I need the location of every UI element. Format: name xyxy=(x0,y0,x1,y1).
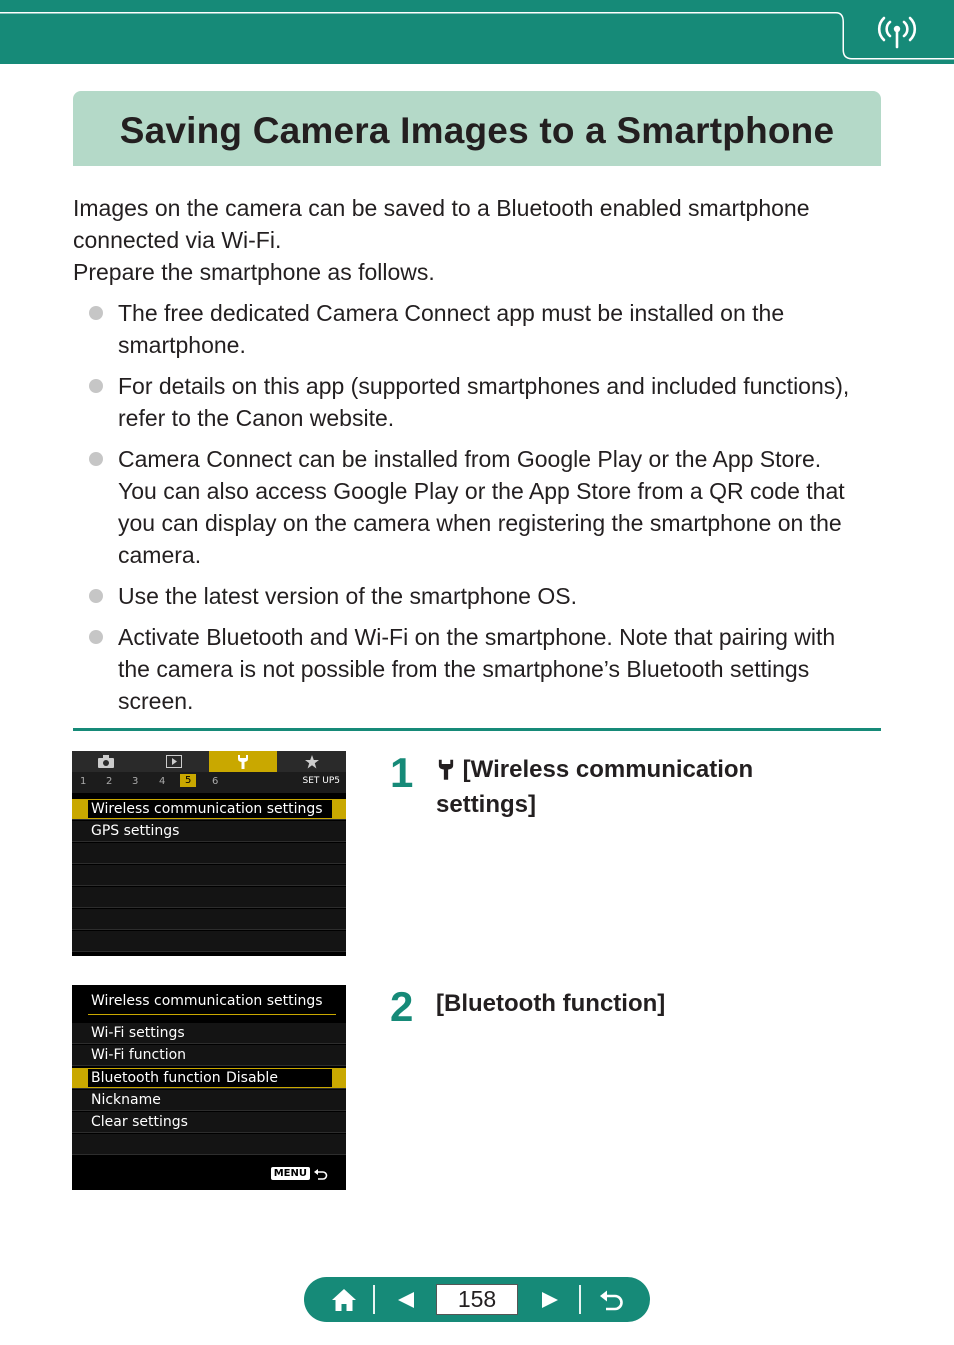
list-item xyxy=(73,370,885,434)
page-number: 3 xyxy=(132,776,139,787)
menu-item-empty xyxy=(72,887,346,908)
nav-separator xyxy=(579,1285,581,1314)
page-number: 4 xyxy=(159,776,166,787)
menu-item-clear-settings[interactable] xyxy=(72,1112,346,1133)
menu-item-highlight xyxy=(88,1069,332,1087)
intro-text xyxy=(73,192,885,288)
menu-item-empty xyxy=(72,1134,346,1155)
step-instruction xyxy=(436,752,856,822)
list-item xyxy=(73,580,885,612)
menu-item-empty xyxy=(72,931,346,952)
next-page-button[interactable] xyxy=(524,1277,576,1322)
wrench-icon xyxy=(436,758,456,780)
header-shape xyxy=(0,0,954,64)
step-number: 2 xyxy=(390,983,414,1030)
page-number: 2 xyxy=(106,776,113,787)
menu-item-wireless-settings[interactable] xyxy=(72,799,346,820)
page-number: 158 xyxy=(436,1284,518,1315)
requirements-list xyxy=(73,297,885,726)
bullet-line: the camera is not possible from the smartphone’s Bluetooth settings xyxy=(118,656,810,682)
menu-item-label: Bluetooth function xyxy=(91,1070,221,1086)
page-title: Saving Camera Images to a Smartphone xyxy=(119,110,835,151)
menu-item-empty xyxy=(72,909,346,930)
bullet-line: you can display on the camera when registering the smartphone on the xyxy=(118,510,842,536)
list-item xyxy=(73,297,885,361)
previous-page-icon xyxy=(397,1291,415,1309)
bullet-line: You can also access Google Play or the App Store from a QR code that xyxy=(118,478,845,504)
bullet-icon xyxy=(89,306,103,320)
page-number-selected: 5 xyxy=(180,774,196,787)
step-text-line: [Bluetooth function] xyxy=(436,990,666,1017)
bullet-line: Camera Connect can be installed from Google Play or the App Store. xyxy=(118,446,822,472)
menu-tabs xyxy=(72,751,346,772)
menu-item-label: Wi-Fi function xyxy=(91,1047,187,1063)
menu-button-label: MENU xyxy=(271,1167,310,1180)
menu-back-hint[interactable] xyxy=(271,1167,328,1180)
previous-page-button[interactable] xyxy=(380,1277,432,1322)
star-icon xyxy=(305,755,319,769)
page-number: 6 xyxy=(212,776,219,787)
bullet-line: camera. xyxy=(118,542,202,568)
menu-item-bluetooth-function[interactable] xyxy=(72,1068,346,1089)
section-divider xyxy=(73,728,881,731)
tab-my-menu xyxy=(278,751,346,772)
menu-item-value: Disable xyxy=(226,1070,278,1086)
step-text-line: [Wireless communication xyxy=(462,756,754,783)
page-number: 1 xyxy=(80,776,87,787)
page-navigation xyxy=(304,1277,650,1322)
step-number: 1 xyxy=(390,749,414,796)
menu-item-wifi-function[interactable] xyxy=(72,1045,346,1066)
return-icon xyxy=(599,1289,625,1311)
title-banner xyxy=(73,91,881,166)
bullet-line: screen. xyxy=(118,688,194,714)
bullet-line: smartphone. xyxy=(118,332,246,358)
next-page-icon xyxy=(541,1291,559,1309)
menu-item-nickname[interactable] xyxy=(72,1090,346,1111)
menu-item-empty xyxy=(72,865,346,886)
bullet-icon xyxy=(89,379,103,393)
title-underline xyxy=(88,1014,336,1015)
nav-separator xyxy=(373,1285,375,1314)
home-icon xyxy=(331,1288,357,1312)
bullet-line: The free dedicated Camera Connect app must be installed on the xyxy=(118,300,785,326)
header-bar xyxy=(0,0,954,64)
camera-screen-setup-menu xyxy=(72,751,346,956)
step-instruction xyxy=(436,986,856,1021)
tab-setup xyxy=(209,751,277,772)
intro-line: Images on the camera can be saved to a Bluetooth enabled smartphone xyxy=(73,195,810,221)
menu-item-label: Wi-Fi settings xyxy=(91,1025,185,1041)
playback-icon xyxy=(166,755,182,768)
return-button[interactable] xyxy=(586,1277,638,1322)
menu-item-empty xyxy=(72,843,346,864)
menu-item-label: Clear settings xyxy=(91,1114,188,1130)
list-item xyxy=(73,443,885,571)
home-button[interactable] xyxy=(318,1277,370,1322)
intro-line: Prepare the smartphone as follows. xyxy=(73,259,435,285)
bullet-line: Use the latest version of the smartphone OS. xyxy=(118,583,577,609)
camera-icon xyxy=(98,755,114,768)
screen-title: Wireless communication settings xyxy=(91,993,323,1009)
menu-item-wifi-settings[interactable] xyxy=(72,1023,346,1044)
step-text-line: settings] xyxy=(436,791,537,818)
menu-item-label: Wireless communication settings xyxy=(88,800,332,818)
setup-page-label: SET UP5 xyxy=(302,776,340,786)
bullet-line: For details on this app (supported smartphones and included functions), xyxy=(118,373,850,399)
page-number-row xyxy=(72,772,346,793)
return-icon xyxy=(314,1168,328,1180)
menu-item-label: GPS settings xyxy=(91,823,180,839)
bullet-line: Activate Bluetooth and Wi-Fi on the smartphone. Note that pairing with xyxy=(118,624,836,650)
wrench-icon xyxy=(236,754,250,769)
bullet-icon xyxy=(89,452,103,466)
bullet-icon xyxy=(89,589,103,603)
bullet-line: refer to the Canon website. xyxy=(118,405,395,431)
bullet-icon xyxy=(89,630,103,644)
camera-screen-wireless-settings xyxy=(72,985,346,1190)
menu-item-label: Nickname xyxy=(91,1092,161,1108)
tab-shooting xyxy=(72,751,140,772)
list-item xyxy=(73,621,885,717)
menu-item-gps-settings[interactable] xyxy=(72,821,346,842)
tab-playback xyxy=(140,751,208,772)
intro-line: connected via Wi-Fi. xyxy=(73,227,282,253)
